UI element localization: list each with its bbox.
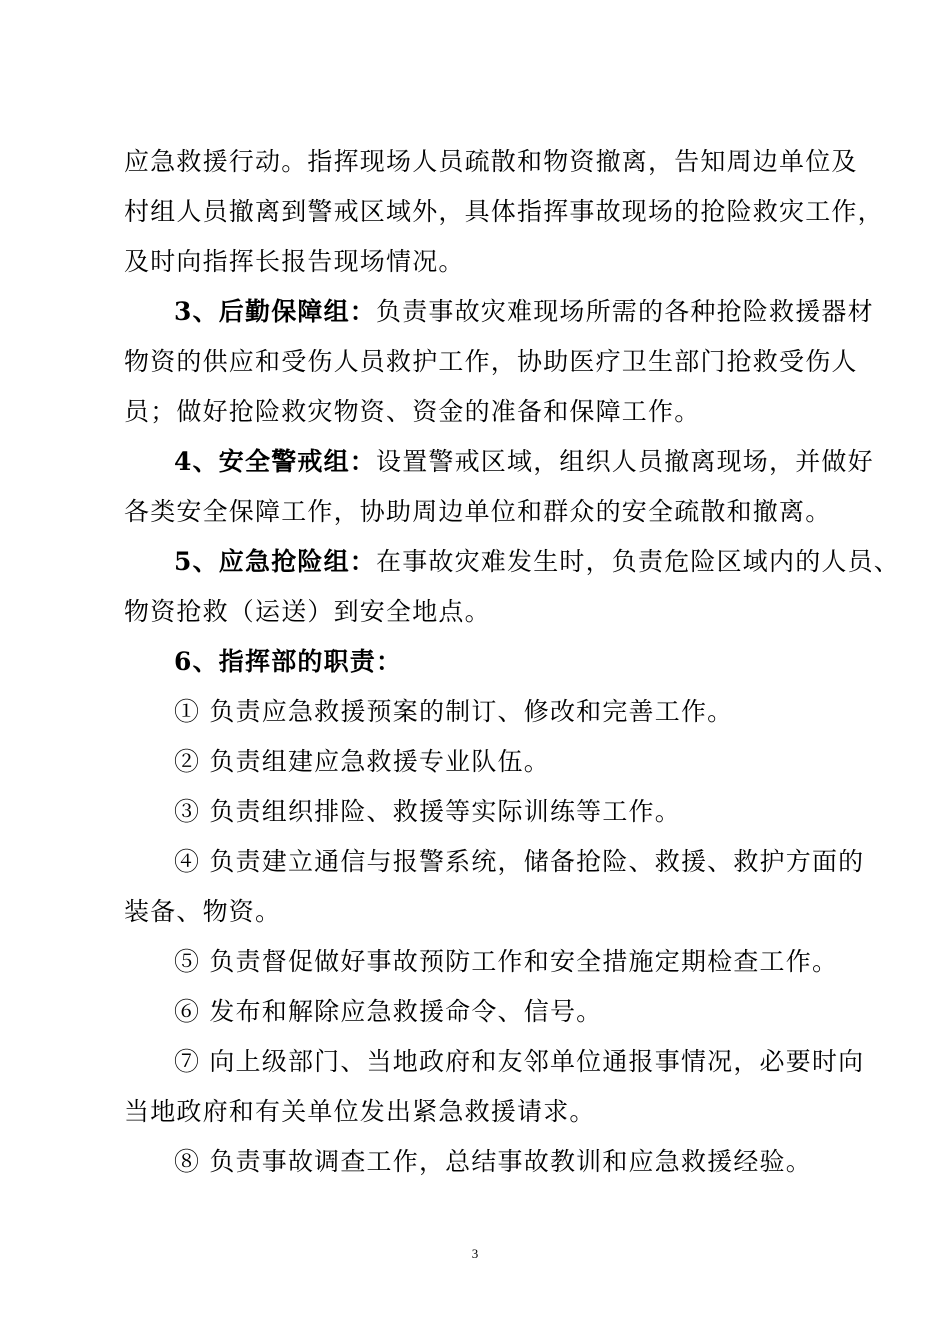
section-heading-rescue: 5、应急抢险组： [174, 547, 376, 576]
section-heading-logistics: 3、后勤保障组： [174, 297, 376, 326]
paragraph-line: 各类安全保障工作，协助周边单位和群众的安全疏散和撤离。 [124, 497, 832, 526]
paragraph-line: 物资抢救（运送）到安全地点。 [124, 597, 491, 626]
paragraph-line: 员；做好抢险救灾物资、资金的准备和保障工作。 [124, 397, 701, 426]
duty-item: ① 负责应急救援预案的制订、修改和完善工作。 [174, 697, 734, 726]
paragraph-line: 物资的供应和受伤人员救护工作，协助医疗卫生部门抢救受伤人 [124, 347, 858, 376]
duty-item: ④ 负责建立通信与报警系统，储备抢险、救援、救护方面的 [174, 847, 865, 876]
section-heading-security: 4、安全警戒组： [174, 447, 376, 476]
paragraph-line [174, 297, 874, 327]
paragraph-line: 及时向指挥长报告现场情况。 [124, 247, 465, 276]
section-heading-command: 6、指挥部的职责： [174, 647, 403, 676]
duty-item-continuation: 当地政府和有关单位发出紧急救援请求。 [124, 1097, 596, 1126]
duty-item: ⑧ 负责事故调查工作，总结事故教训和应急救援经验。 [174, 1147, 812, 1176]
paragraph-line: 应急救援行动。指挥现场人员疏散和物资撤离，告知周边单位及 [124, 147, 858, 176]
duty-item: ③ 负责组织排险、救援等实际训练等工作。 [174, 797, 681, 826]
paragraph-line [174, 547, 900, 577]
section-text: 在事故灾难发生时，负责危险区域内的人员、 [376, 547, 901, 576]
page-number: 3 [471, 1246, 479, 1261]
duty-item-continuation: 装备、物资。 [124, 897, 282, 926]
paragraph-line [174, 447, 874, 477]
paragraph-line: 村组人员撤离到警戒区域外，具体指挥事故现场的抢险救灾工作， [124, 197, 884, 226]
section-text: 负责事故灾难现场所需的各种抢险救援器材 [376, 297, 874, 326]
section-text: 设置警戒区域，组织人员撤离现场，并做好 [376, 447, 874, 476]
duty-item: ⑥ 发布和解除应急救援命令、信号。 [174, 997, 603, 1026]
duty-item: ⑦ 向上级部门、当地政府和友邻单位通报事情况，必要时向 [174, 1047, 865, 1076]
duty-item: ② 负责组建应急救援专业队伍。 [174, 747, 550, 776]
duty-item: ⑤ 负责督促做好事故预防工作和安全措施定期检查工作。 [174, 947, 839, 976]
